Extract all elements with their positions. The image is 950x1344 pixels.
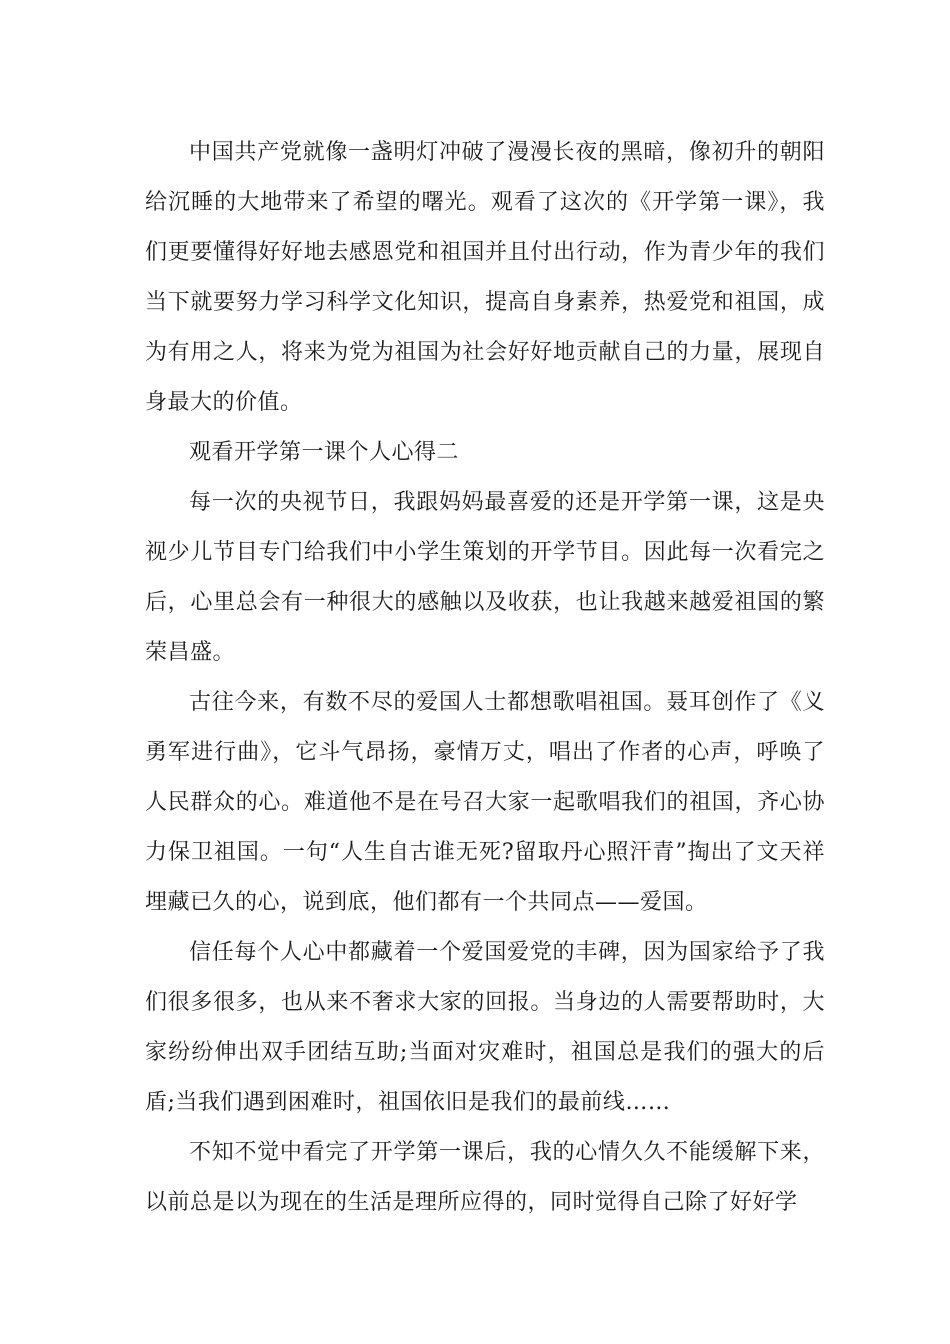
paragraph: 不知不觉中看完了开学第一课后，我的心情久久不能缓解下来，以前总是以为现在的生活是理所应得的，同时觉得自己除了好好学 — [145, 1140, 825, 1215]
document-body — [145, 128, 825, 1228]
paragraph: 每一次的央视节日，我跟妈妈最喜爱的还是开学第一课，这是央视少儿节目专门给我们中小学生策划的开学节目。因此每一次看完之后，心里总会有一种很大的感触以及收获，也让我越来越爱祖国的繁荣昌盛。 — [145, 490, 825, 665]
paragraph: 中国共产党就像一盏明灯冲破了漫漫长夜的黑暗，像初升的朝阳给沉睡的大地带来了希望的曙光。观看了这次的《开学第一课》，我们更要懂得好好地去感恩党和祖国并且付出行动，作为青少年的我们当下就要努力学习科学文化知识，提高自身素养，热爱党和祖国，成为有用之人，将来为党为祖国为社会好好地贡献自己的力量，展现自身最大的价值。 — [145, 140, 825, 415]
paragraph: 古往今来，有数不尽的爱国人士都想歌唱祖国。聂耳创作了《义勇军进行曲》，它斗气昂扬，豪情万丈，唱出了作者的心声，呼唤了人民群众的心。难道他不是在号召大家一起歌唱我们的祖国，齐心协力保卫祖国。一句“人生自古谁无死?留取丹心照汗青”掏出了文天祥埋藏已久的心，说到底，他们都有一个共同点——爱国。 — [145, 690, 825, 915]
section-heading: 观看开学第一课个人心得二 — [189, 440, 460, 465]
paragraph: 信任每个人心中都藏着一个爱国爱党的丰碑，因为国家给予了我们很多很多，也从来不奢求大家的回报。当身边的人需要帮助时，大家纷纷伸出双手团结互助;当面对灾难时，祖国总是我们的强大的后盾;当我们遇到困难时，祖国依旧是我们的最前线…… — [145, 940, 825, 1115]
